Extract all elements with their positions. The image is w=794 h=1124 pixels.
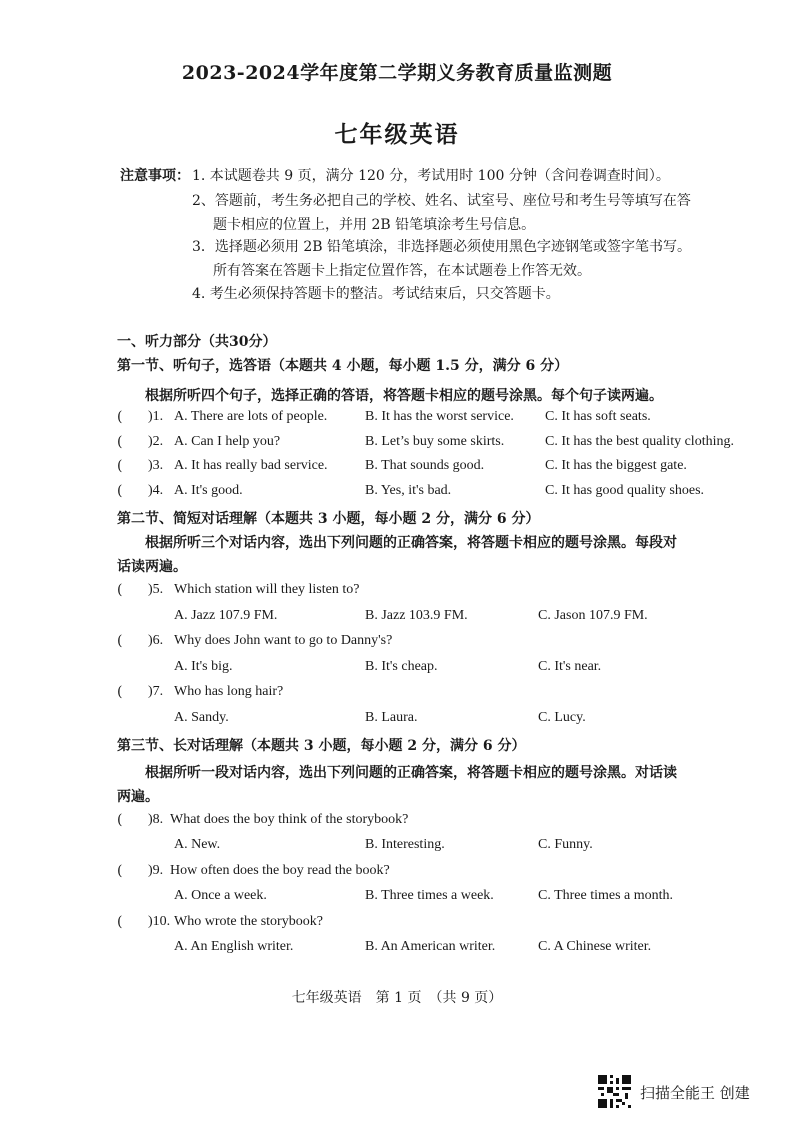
option-a: A. It's big. — [174, 659, 233, 674]
exam-title: 2023-2024学年度第二学期义务教育质量监测题 — [181, 62, 613, 84]
qr-code-icon — [598, 1075, 631, 1108]
option-b: B. Jazz 103.9 FM. — [365, 608, 468, 623]
option-b: B. It has the worst service. — [365, 409, 514, 424]
notes-label: 注意事项： — [120, 168, 190, 184]
option-b: B. That sounds good. — [365, 458, 485, 473]
option-c: C. It has good quality shoes. — [545, 483, 705, 498]
option-c: C. It has the biggest gate. — [545, 458, 687, 473]
option-a: A. There are lots of people. — [174, 409, 328, 424]
question-stem: Who has long hair? — [174, 684, 284, 699]
option-a: A. Once a week. — [174, 888, 267, 903]
question-number: )6. — [148, 633, 164, 648]
option-b: B. It's cheap. — [365, 659, 438, 674]
option-c: C. Funny. — [538, 837, 593, 852]
section3-instruction: 根据所听一段对话内容，选出下列问题的正确答案，将答题卡相应的题号涂黑。对话读 — [145, 765, 677, 781]
part-heading: 一、听力部分（共30分） — [117, 334, 277, 350]
question-stem: Why does John want to go to Danny's? — [174, 633, 393, 648]
note-line: 2、答题前，考生务必把自己的学校、姓名、试室号、座位号和考生号等填写在答 — [192, 193, 691, 209]
answer-blank[interactable]: ( — [117, 633, 123, 649]
option-b: B. Three times a week. — [365, 888, 494, 903]
option-c: C. It's near. — [538, 659, 602, 674]
note-line: 3．选择题必须用 2B 铅笔填涂，非选择题必须使用黑色字迹钢笔或签字笔书写。 — [192, 239, 692, 255]
question-number: )2. — [148, 434, 164, 449]
option-a: A. Can I help you? — [174, 434, 281, 449]
answer-blank[interactable]: ( — [117, 409, 123, 425]
question-number: )10. — [148, 914, 171, 929]
exam-subject: 七年级英语 — [334, 121, 460, 148]
question-number: )7. — [148, 684, 164, 699]
question-number: )3. — [148, 458, 164, 473]
option-a: A. It has really bad service. — [174, 458, 328, 473]
question-stem: Which station will they listen to? — [174, 582, 360, 597]
option-c: C. Jason 107.9 FM. — [538, 608, 648, 623]
option-a: A. An English writer. — [174, 939, 294, 954]
note-line: 所有答案在答题卡上指定位置作答，在本试题卷上作答无效。 — [213, 263, 591, 279]
question-number: )4. — [148, 483, 164, 498]
option-b: B. Laura. — [365, 710, 418, 725]
answer-blank[interactable]: ( — [117, 582, 123, 598]
answer-blank[interactable]: ( — [117, 812, 123, 828]
question-stem: How often does the boy read the book? — [170, 863, 390, 878]
option-c: C. A Chinese writer. — [538, 939, 652, 954]
answer-blank[interactable]: ( — [117, 914, 123, 930]
section1-instruction: 根据所听四个句子，选择正确的答语，将答题卡相应的题号涂黑。每个句子读两遍。 — [145, 388, 663, 404]
option-c: C. Lucy. — [538, 710, 586, 725]
section2-heading: 第二节、简短对话理解（本题共 3 小题，每小题 2 分，满分 6 分） — [117, 511, 540, 527]
option-b: B. Interesting. — [365, 837, 445, 852]
answer-blank[interactable]: ( — [117, 483, 123, 499]
note-line: 题卡相应的位置上，并用 2B 铅笔填涂考生号信息。 — [213, 217, 536, 233]
section3-instruction: 两遍。 — [117, 789, 159, 805]
page-footer: 七年级英语 第 1 页 （共 9 页） — [291, 990, 503, 1006]
section3-heading: 第三节、长对话理解（本题共 3 小题，每小题 2 分，满分 6 分） — [117, 738, 526, 754]
option-b: B. Let’s buy some skirts. — [365, 434, 505, 449]
option-a: A. New. — [174, 837, 221, 852]
question-number: )1. — [148, 409, 164, 424]
question-number: )9. — [148, 863, 164, 878]
answer-blank[interactable]: ( — [117, 434, 123, 450]
option-c: C. Three times a month. — [538, 888, 674, 903]
option-a: A. It's good. — [174, 483, 243, 498]
answer-blank[interactable]: ( — [117, 458, 123, 474]
option-c: C. It has the best quality clothing. — [545, 434, 734, 449]
question-number: )8. — [148, 812, 164, 827]
question-stem: What does the boy think of the storybook? — [170, 812, 409, 827]
question-number: )5. — [148, 582, 164, 597]
section2-instruction: 话读两遍。 — [117, 559, 187, 575]
note-line: 4. 考生必须保持答题卡的整洁。考试结束后，只交答题卡。 — [192, 286, 560, 302]
section1-heading: 第一节、听句子，选答语（本题共 4 小题，每小题 1.5 分，满分 6 分） — [117, 358, 569, 374]
section2-instruction: 根据所听三个对话内容，选出下列问题的正确答案，将答题卡相应的题号涂黑。每段对 — [145, 535, 677, 551]
answer-blank[interactable]: ( — [117, 863, 123, 879]
question-stem: Who wrote the storybook? — [174, 914, 323, 929]
note-line: 1. 本试题卷共 9 页，满分 120 分，考试用时 100 分钟（含问卷调查时间）。 — [192, 168, 670, 184]
option-a: A. Jazz 107.9 FM. — [174, 608, 278, 623]
option-b: B. An American writer. — [365, 939, 496, 954]
answer-blank[interactable]: ( — [117, 684, 123, 700]
option-c: C. It has soft seats. — [545, 409, 651, 424]
option-b: B. Yes, it's bad. — [365, 483, 452, 498]
option-a: A. Sandy. — [174, 710, 229, 725]
scanner-watermark: 扫描全能王 创建 — [640, 1084, 750, 1102]
